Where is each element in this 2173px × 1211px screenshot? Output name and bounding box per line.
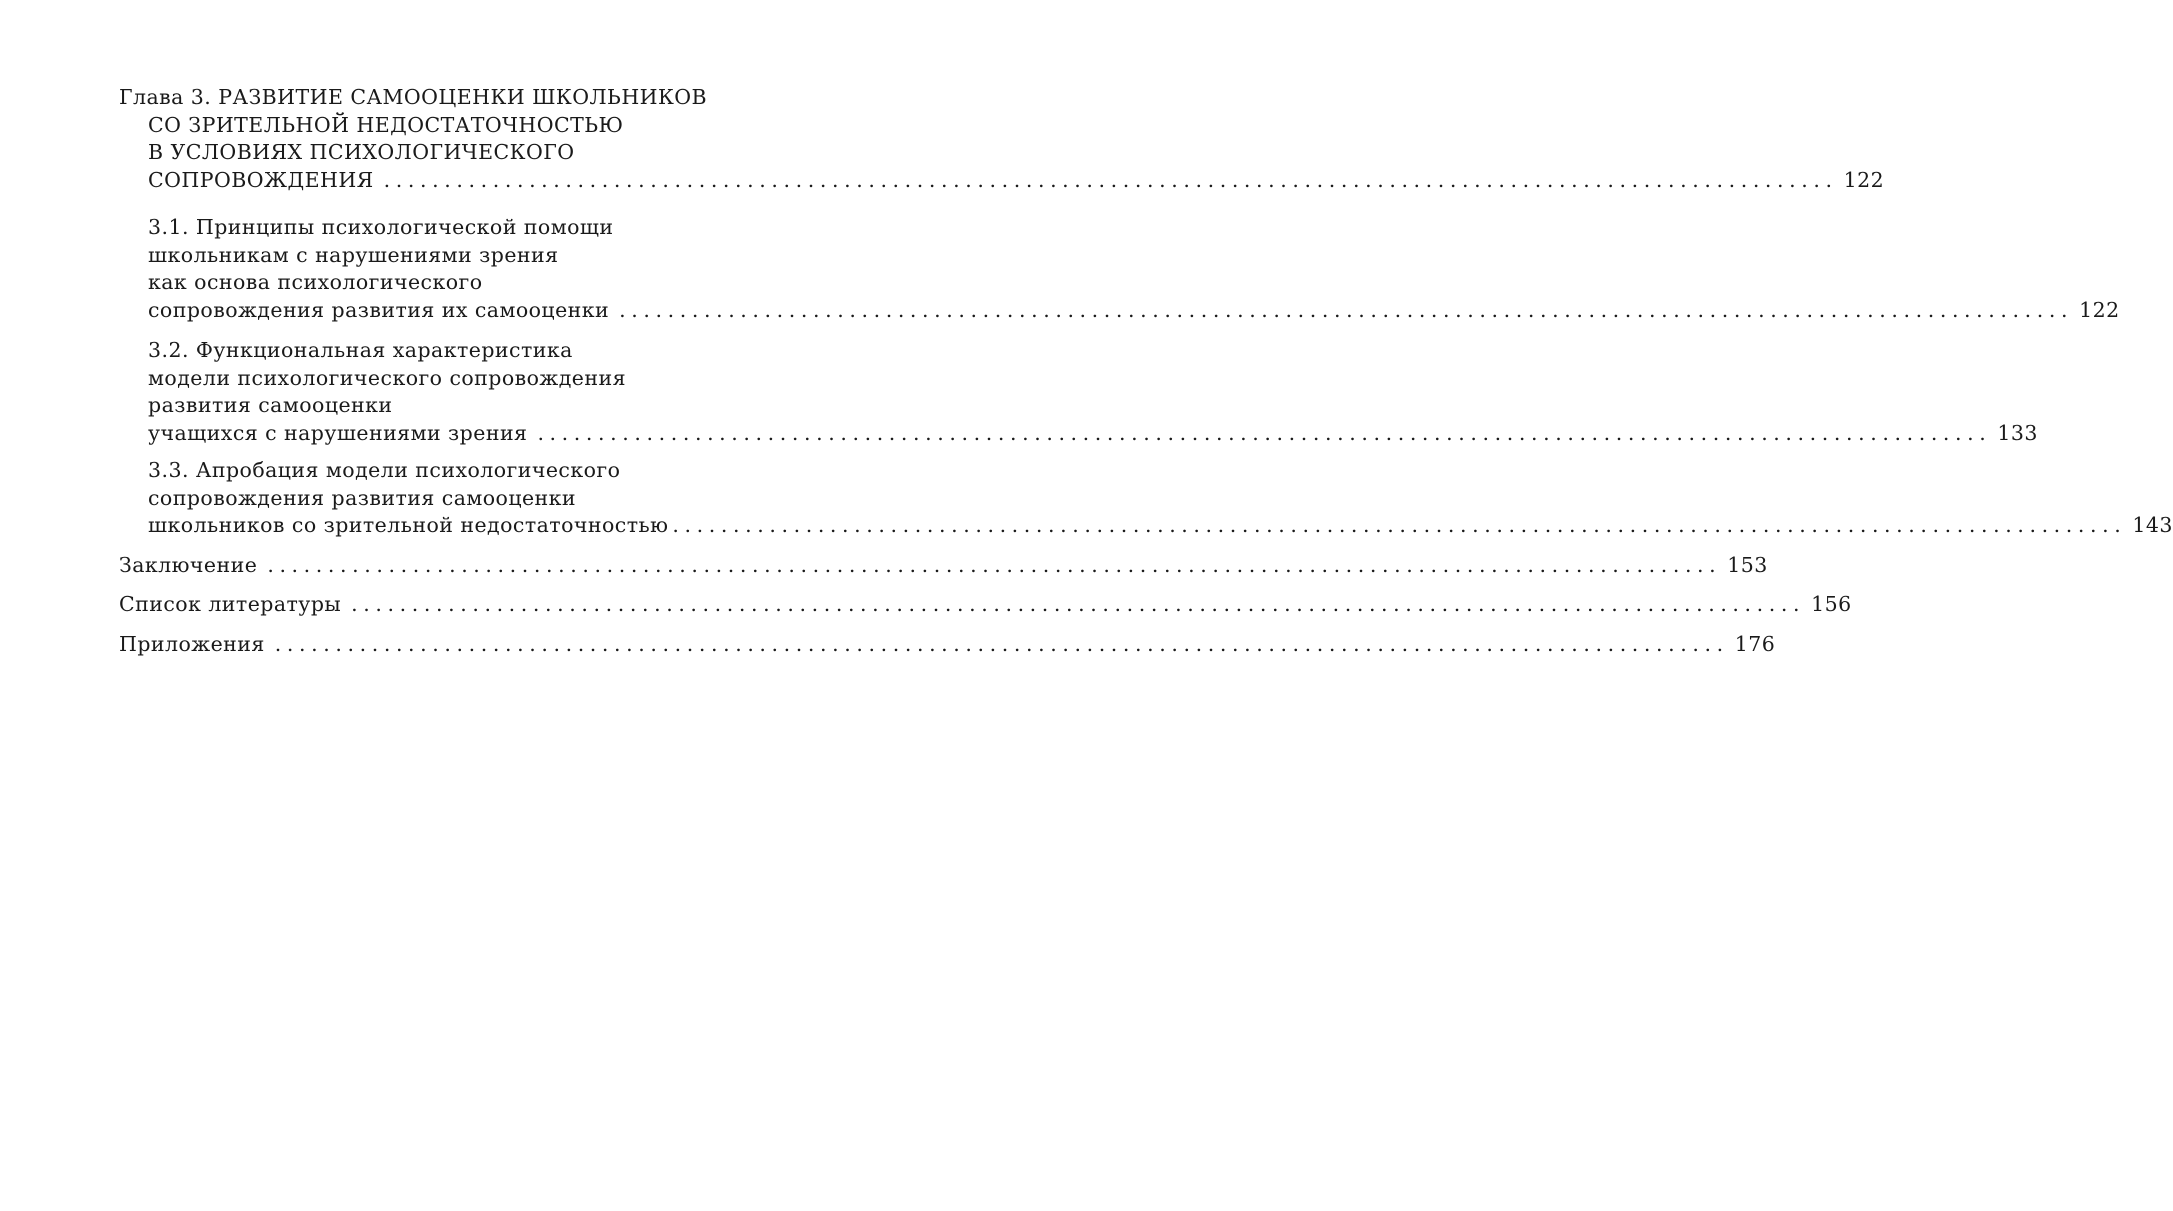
toc-entry-section-3-1[interactable] (119, 214, 2120, 324)
toc-line (148, 392, 762, 420)
toc-line (148, 242, 762, 270)
entry-title: Заключение (119, 552, 258, 577)
chapter-title-line-4: СОПРОВОЖДЕНИЯ (148, 167, 374, 192)
section-title-line-2: модели психологического сопровождения (148, 365, 626, 390)
toc-line (119, 84, 762, 112)
chapter-title-line-3: В УСЛОВИЯХ ПСИХОЛОГИЧЕСКОГО (148, 140, 575, 164)
toc-line (148, 512, 2173, 540)
dot-leader: ........................................................................................................................ (672, 513, 2127, 537)
page-number: 156 (1811, 592, 1852, 616)
section-title-line-4: учащихся с нарушениями зрения (148, 420, 528, 445)
toc-entry-section-3-3[interactable] (119, 457, 2173, 540)
page-number: 153 (1727, 552, 1768, 577)
toc-entry-appendices[interactable] (119, 631, 1776, 659)
dot-leader: ........................................................................................................................ (267, 552, 1722, 577)
section-title-line-3: развития самооценки (148, 393, 393, 417)
section-title-line-1: 3.3. Апробация модели психологического (148, 458, 621, 482)
page-number: 133 (1997, 420, 2038, 445)
toc-line (148, 269, 762, 297)
toc-line (119, 139, 762, 167)
chapter-title-line-2: СО ЗРИТЕЛЬНОЙ НЕДОСТАТОЧНОСТЬЮ (148, 112, 624, 137)
section-title-line-4: сопровождения развития их самооценки (148, 297, 610, 322)
toc-line (119, 112, 762, 140)
toc-line (148, 337, 762, 365)
dot-leader: ........................................................................................................................ (274, 631, 1729, 656)
dot-leader: ........................................................................................................................ (383, 167, 1838, 192)
toc-line (148, 365, 762, 393)
page-number: 176 (1734, 631, 1776, 656)
entry-title: Приложения (119, 631, 265, 656)
toc-line (148, 457, 762, 485)
toc-entry-section-3-2[interactable] (119, 337, 2038, 447)
section-title-line-3: как основа психологического (148, 270, 483, 294)
toc-line (148, 297, 2120, 325)
section-title-line-3: школьников со зрительной недостаточностью (148, 513, 669, 537)
dot-leader: ........................................................................................................................ (351, 592, 1806, 616)
toc-entry-references[interactable] (119, 591, 1852, 619)
dot-leader: ........................................................................................................................ (537, 420, 1992, 445)
toc-line (148, 485, 762, 513)
page-number: 122 (1843, 167, 1885, 192)
entry-title: Список литературы (119, 592, 342, 616)
toc-entry-chapter-3[interactable] (119, 84, 1885, 194)
table-of-contents (119, 84, 2173, 658)
page-number: 122 (2079, 297, 2120, 322)
page-number: 143 (2132, 513, 2173, 537)
toc-line (148, 214, 762, 242)
chapter-title-line-1: Глава 3. РАЗВИТИЕ САМООЦЕНКИ ШКОЛЬНИКОВ (119, 85, 708, 109)
section-title-line-2: сопровождения развития самооценки (148, 485, 577, 510)
section-title-line-1: 3.2. Функциональная характеристика (148, 338, 573, 362)
toc-entry-conclusion[interactable] (119, 552, 1768, 580)
dot-leader: ........................................................................................................................ (619, 297, 2074, 322)
toc-line (148, 420, 2038, 448)
toc-line (119, 167, 1885, 195)
section-title-line-1: 3.1. Принципы психологической помощи (148, 215, 614, 239)
section-title-line-2: школьникам с нарушениями зрения (148, 242, 559, 267)
